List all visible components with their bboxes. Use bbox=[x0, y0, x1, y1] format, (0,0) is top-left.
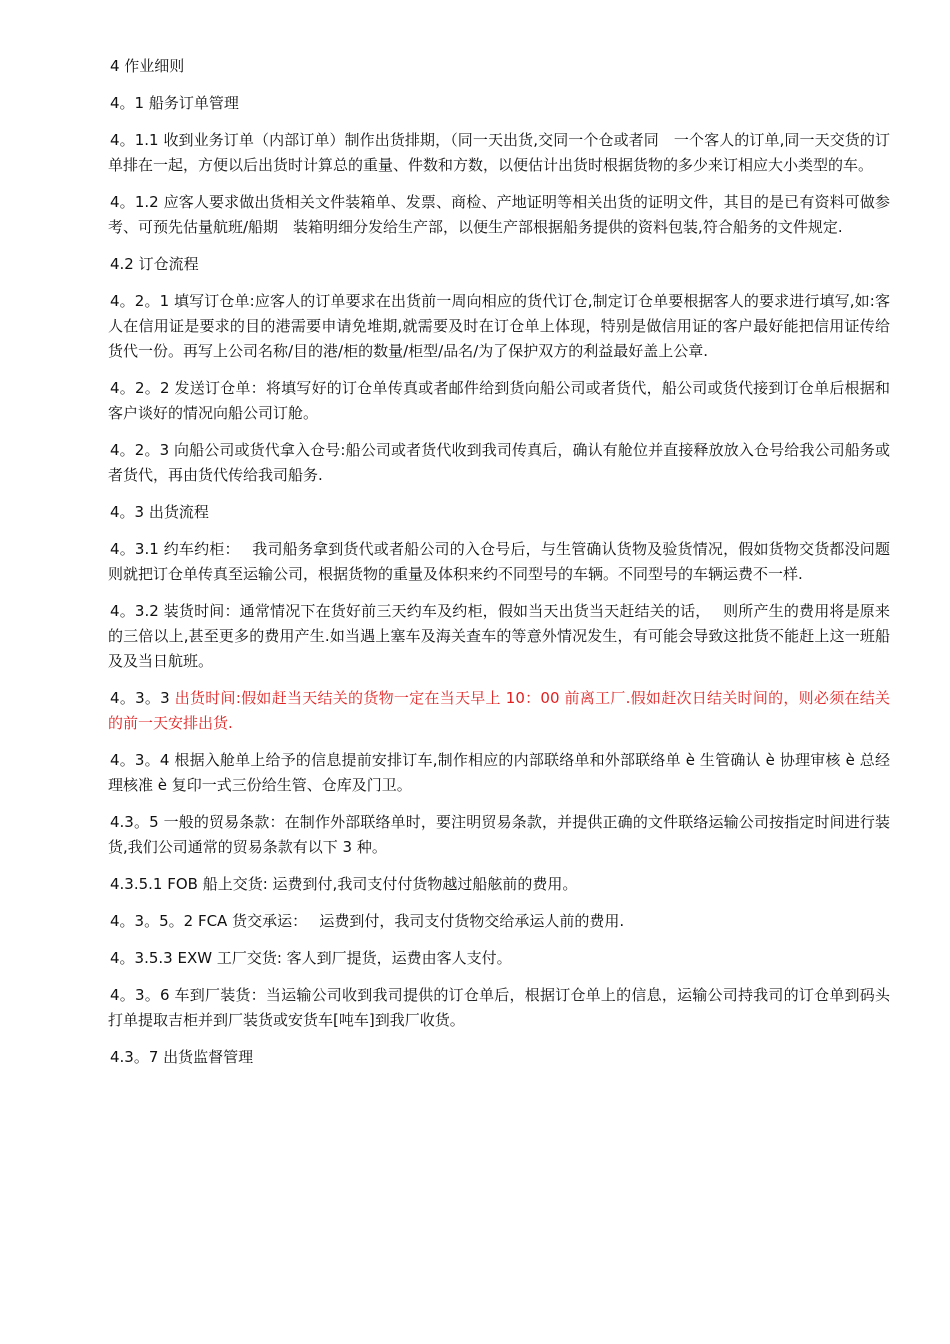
paragraph-4-1-2: 4。1.2 应客人要求做出货相关文件装箱单、发票、商检、产地证明等相关出货的证明文件，其目的是已有资料可做参考、可预先估量航班/船期 装箱明细分发给生产部，以便生产部根据船务提供的资料包装,符合船务的文件规定. bbox=[108, 193, 890, 236]
paragraph-4-3-7: 4.3。7 出货监督管理 bbox=[110, 1048, 254, 1066]
subsection-heading-4-1: 4。1 船务订单管理 bbox=[110, 94, 239, 112]
paragraph-4-3-2: 4。3.2 装货时间：通常情况下在货好前三天约车及约柜，假如当天出货当天赶结关的话， 则所产生的费用将是原来的三倍以上,甚至更多的费用产生.如当遇上塞车及海关查车的等意外情况发生，有可能会导致这批货不能赶上这一班船及及当日航班。 bbox=[108, 602, 890, 670]
paragraph-4-2-2: 4。2。2 发送订仓单：将填写好的订仓单传真或者邮件给到货向船公司或者货代，船公司或货代接到订仓单后根据和客户谈好的情况向船公司订舱。 bbox=[108, 379, 890, 422]
paragraph-4-3-5: 4.3。5 一般的贸易条款：在制作外部联络单时，要注明贸易条款，并提供正确的文件联络运输公司按指定时间进行装货,我们公司通常的贸易条款有以下 3 种。 bbox=[108, 813, 890, 856]
paragraph-4-3-4: 4。3。4 根据入舱单上给予的信息提前安排订车,制作相应的内部联络单和外部联络单 è 生管确认 è 协理审核 è 总经理核准 è 复印一式三份给生管、仓库及门卫。 bbox=[108, 751, 890, 794]
paragraph-4-3-5-2: 4。3。5。2 FCA 货交承运： 运费到付，我司支付货物交给承运人前的费用. bbox=[110, 912, 625, 930]
paragraph-4-2-3: 4。2。3 向船公司或货代拿入仓号:船公司或者货代收到我司传真后，确认有舱位并直接释放放入仓号给我公司船务或者货代，再由货代传给我司船务. bbox=[108, 441, 890, 484]
paragraph-4-3-5-1: 4.3.5.1 FOB 船上交货: 运费到付,我司支付付货物越过船舷前的费用。 bbox=[110, 875, 578, 893]
subsection-heading-4-2: 4.2 订仓流程 bbox=[110, 255, 199, 273]
paragraph-4-3-1: 4。3.1 约车约柜： 我司船务拿到货代或者船公司的入仓号后，与生管确认货物及验货情况，假如货物交货都没问题则就把订仓单传真至运输公司，根据货物的重量及体积来约不同型号的车辆。不同型号的车辆运费不一样. bbox=[108, 540, 890, 583]
paragraph-4-2-1: 4。2。1 填写订仓单:应客人的订单要求在出货前一周向相应的货代订仓,制定订仓单要根据客人的要求进行填写,如:客人在信用证是要求的目的港需要申请免堆期,就需要及时在订仓单上体现，特别是做信用证的客户最好能把信用证传给货代一份。再写上公司名称/目的港/柜的数量/柜型/品名/为了保护双方的利益最好盖上公章. bbox=[108, 292, 890, 360]
paragraph-4-1-1: 4。1.1 收到业务订单（内部订单）制作出货排期，（同一天出货,交同一个仓或者同 一个客人的订单,同一天交货的订单排在一起，方便以后出货时计算总的重量、件数和方数，以便估计出货时根据货物的多少来订相应大小类型的车。 bbox=[108, 131, 890, 174]
section-heading-4: 4 作业细则 bbox=[110, 57, 185, 75]
paragraph-4-3-5-3: 4。3.5.3 EXW 工厂交货: 客人到厂提货，运费由客人支付。 bbox=[110, 949, 512, 967]
subsection-heading-4-3: 4。3 出货流程 bbox=[110, 503, 209, 521]
paragraph-4-3-3 bbox=[108, 686, 890, 736]
document-page bbox=[108, 54, 890, 1082]
paragraph-4-3-6: 4。3。6 车到厂装货：当运输公司收到我司提供的订仓单后，根据订仓单上的信息，运输公司持我司的订仓单到码头打单提取吉柜并到厂装货或安货车[吨车]到我厂收货。 bbox=[108, 986, 890, 1029]
paragraph-4-3-3-number: 4。3。3 bbox=[110, 689, 175, 707]
paragraph-4-3-3-highlight-text: 出货时间:假如赶当天结关的货物一定在当天早上 10：00 前离工厂.假如赶次日结关时间的，则必须在结关的前一天安排出货. bbox=[108, 689, 890, 732]
